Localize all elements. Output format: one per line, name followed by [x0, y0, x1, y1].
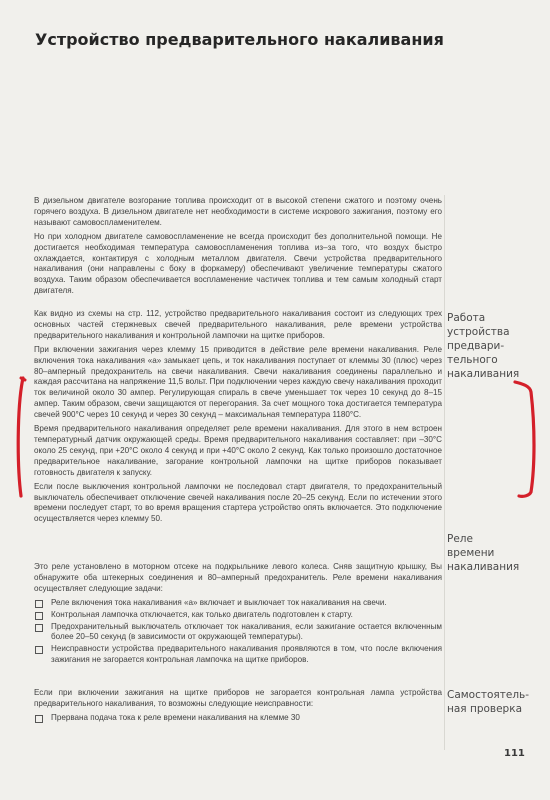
left-bracket-top: [21, 378, 25, 380]
paragraph: Как видно из схемы на стр. 112, устройство предварительного накаливания состоит из следующих трех основных частей стержневых свечей предварительного накаливания, реле времени устройства предварительного накаливания и контрольной лампочки на щитке приборов.: [34, 309, 442, 340]
checkbox-square-icon: [35, 646, 43, 654]
sidebar-heading-line: времени: [447, 547, 495, 559]
sidebar-heading-line: предвари-: [447, 340, 505, 352]
page-title: Устройство предварительного накаливания: [35, 30, 444, 49]
list-item-text: Неисправности устройства предварительного накаливания проявляются в том, что после включения зажигания не загорается контрольная лампочка на щитке приборов.: [51, 644, 442, 665]
checkbox-square-icon: [35, 612, 43, 620]
list-item: [34, 610, 442, 621]
sidebar-heading-operation: [447, 311, 527, 381]
red-bracket-marker: [15, 376, 545, 498]
list-item: [34, 622, 442, 644]
sidebar-heading-line: Реле: [447, 533, 473, 545]
sidebar-heading-line: Работа: [447, 312, 486, 324]
checkbox-square-icon: [35, 624, 43, 632]
sidebar-heading-line: тельного: [447, 354, 498, 366]
sidebar-heading-line: накаливания: [447, 368, 520, 380]
paragraph: Если при включении зажигания на щитке приборов не загорается контрольная лампа устройства предварительного накаливания, то возможны следующие неисправности:: [34, 688, 442, 708]
sidebar-heading-self-check: [447, 688, 530, 716]
left-bracket-stroke: [18, 378, 23, 496]
fault-list: [34, 713, 442, 724]
list-item-text: Реле включения тока накаливания «а» включает и выключает ток накаливания на свечи.: [51, 597, 387, 607]
paragraph: Но при холодном двигателе самовоспламенение не всегда происходит без дополнительной помощи. Не достигается необходимая температура самовоспламенения топлива из–за того, что воздух быстро охлаждается, контактируя с холодным металлом двигателя. Свечи устройства предварительного накаливания (они направлены с боку в форкамеру) обеспечивают увеличение температуры сжатого воздуха. Таким образом обеспечивается воспламенение частичек топлива и тем самым холодный старт двигателя.: [34, 231, 442, 296]
page-number: 111: [504, 748, 525, 759]
sidebar-heading-line: ная проверка: [447, 703, 522, 715]
sidebar-heading-line: Самостоятель-: [447, 689, 530, 701]
paragraph: Если после выключения контрольной лампочки не последовал старт двигателя, то предохранительный выключатель обеспечивает отключение свечей накаливания после 20–25 секунд. Если по истечении этого времени последует старт, то во время вращения стартера устройство опять включается. Это подключение осуществляется через клемму 50.: [34, 481, 442, 524]
sidebar-heading-line: накаливания: [447, 561, 520, 573]
self-check-section: [34, 688, 442, 729]
right-bracket-stroke: [515, 382, 534, 496]
relay-section: [34, 562, 442, 671]
sidebar-heading-relay: [447, 532, 527, 574]
checkbox-square-icon: [35, 715, 43, 723]
paragraph: В дизельном двигателе возгорание топлива происходит от в высокой степени сжатого и поэтому очень горячего воздуха. В дизельном двигателе нет необходимости в системе искрового зажигания, поэтому его называют самовоспламенителем.: [34, 196, 442, 227]
paragraph: Время предварительного накаливания определяет реле времени накаливания. Для этого в нем встроен температурный датчик окружающей среды. Время предварительного накаливания составляет: при –30°С около 25 секунд, при +20°С около 4 секунд и при +40°С около 2 секунд. Как только произошло достаточное предварительное накаливание, загорание контрольной лампочки на щитке приборов показывает готовность двигателя к запуску.: [34, 424, 442, 477]
list-item-text: Прервана подача тока к реле времени накаливания на клемме 30: [51, 712, 300, 722]
list-item: [34, 713, 442, 724]
list-item-text: Предохранительный выключатель отключает ток накаливания, если зажигание остается включенным более 20–50 секунд (в зависимости от окружающей температуры).: [51, 621, 442, 642]
intro-section: [34, 196, 442, 300]
paragraph: При включении зажигания через клемму 15 приводится в действие реле времени накаливания. Реле включения тока накаливания «а» замыкает цепь, и ток накаливания поступает от клеммы 30 (плюс) через 80–амперный предохранитель на свечи накаливания. Свечи накаливания соединены параллельно и каждая рассчитана на напряжение 11,5 вольт. При подключении через каждую свечу накаливания проходит ток величиной около 30 ампер. Регулирующая спираль в свече уменьшает ток через 10 секунд до 8–15 ампер. Таким образом, свечи защищаются от перегорания. За счет мощного тока достигается температура свечей 900°С через 10 секунд и через 30 секунд – максимальная температура 1180°С.: [34, 344, 442, 420]
paragraph: Это реле установлено в моторном отсеке на подкрыльнике левого колеса. Сняв защитную крышку, Вы обнаружите оба штекерных соединения и 80–амперный предохранитель. Реле времени накаливания осуществляет следующие задачи:: [34, 562, 442, 593]
list-item-text: Контрольная лампочка отключается, как только двигатель подготовлен к старту.: [51, 609, 353, 619]
checkbox-square-icon: [35, 600, 43, 608]
sidebar-heading-line: устройства: [447, 326, 510, 338]
list-item: [34, 598, 442, 609]
relay-task-list: [34, 598, 442, 666]
list-item: [34, 644, 442, 666]
